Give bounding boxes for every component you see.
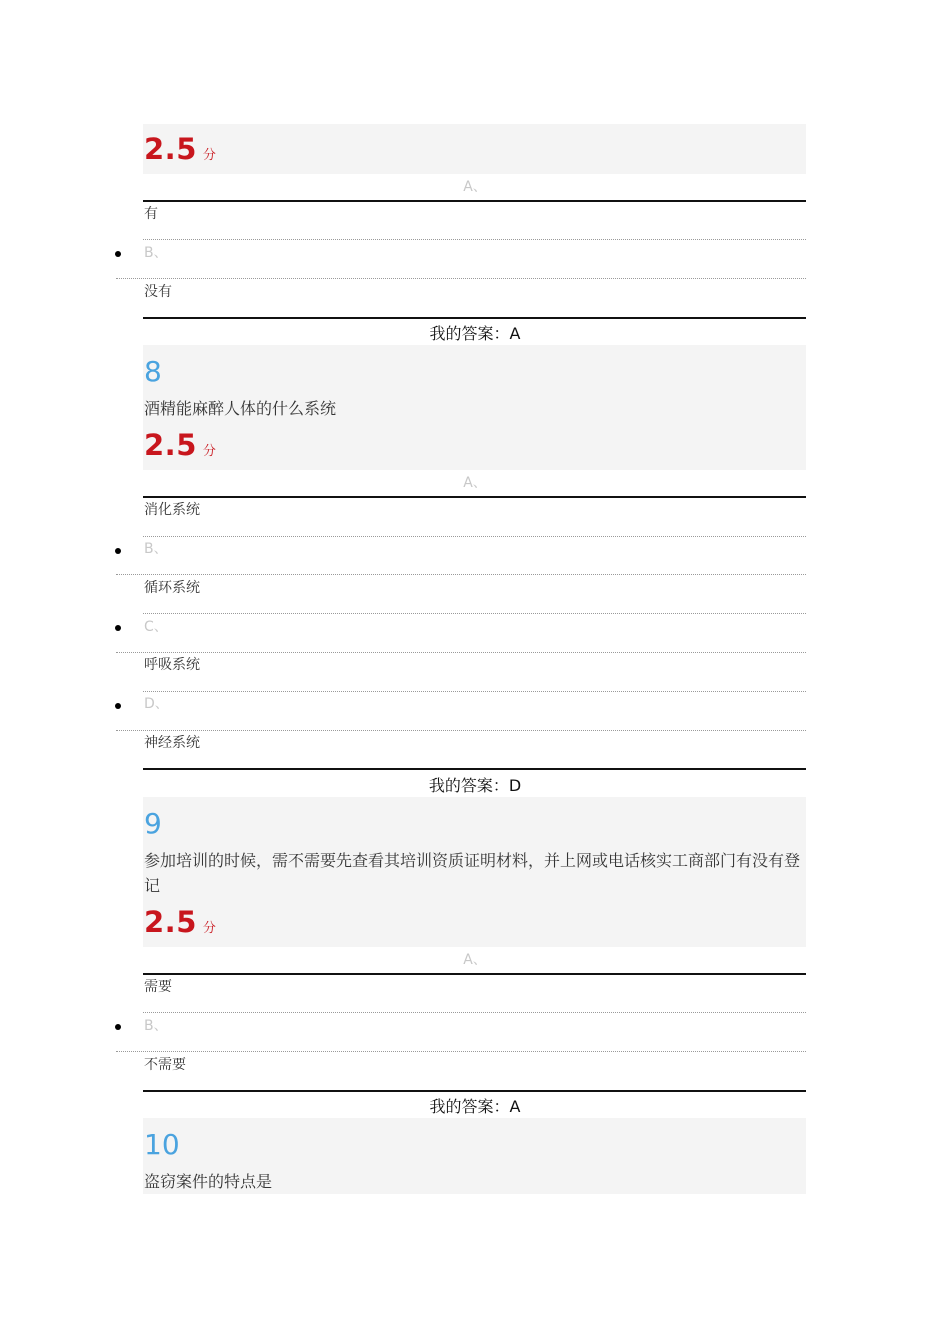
option-label: A、	[463, 952, 487, 968]
divider	[143, 317, 806, 319]
option-text[interactable]: 循环系统	[144, 580, 200, 596]
option-text[interactable]: 有	[144, 206, 158, 222]
question-number: 8	[144, 355, 162, 388]
divider	[143, 200, 806, 202]
divider	[143, 1012, 806, 1013]
option-text[interactable]: 呼吸系统	[144, 657, 200, 673]
question-score: 2.5 分	[144, 905, 216, 939]
divider	[143, 613, 806, 614]
question-score: 2.5 分	[144, 428, 216, 462]
question-number: 10	[144, 1128, 180, 1161]
question-score: 2.5 分	[144, 132, 216, 166]
divider	[143, 973, 806, 975]
divider	[143, 691, 806, 692]
option-text[interactable]: 神经系统	[144, 735, 200, 751]
bullet-icon	[115, 625, 121, 631]
bullet-icon	[115, 703, 121, 709]
divider	[143, 239, 806, 240]
divider	[143, 1090, 806, 1092]
bullet-icon	[115, 548, 121, 554]
divider	[116, 1051, 806, 1052]
question-header	[143, 797, 806, 947]
my-answer: 我的答案：A	[429, 324, 521, 343]
my-answer: 我的答案：A	[429, 1097, 521, 1116]
question-header	[143, 124, 806, 174]
divider	[116, 652, 806, 653]
option-label: A、	[463, 475, 487, 491]
option-text[interactable]: 没有	[144, 284, 172, 300]
option-label: D、	[144, 696, 169, 712]
option-label: B、	[144, 1018, 168, 1034]
my-answer: 我的答案：D	[428, 776, 522, 795]
option-label: A、	[463, 179, 487, 195]
divider	[116, 278, 806, 279]
question-header	[143, 345, 806, 470]
divider	[143, 768, 806, 770]
bullet-icon	[115, 1024, 121, 1030]
option-label: C、	[144, 619, 168, 635]
divider	[116, 574, 806, 575]
option-label: B、	[144, 245, 168, 261]
question-text: 参加培训的时候，需不需要先查看其培训资质证明材料，并上网或电话核实工商部门有没有登记	[144, 851, 801, 895]
bullet-icon	[115, 251, 121, 257]
question-text: 盗窃案件的特点是	[144, 1172, 273, 1191]
option-text[interactable]: 需要	[144, 979, 172, 995]
divider	[116, 730, 806, 731]
option-text[interactable]: 不需要	[144, 1057, 186, 1073]
question-header	[143, 1118, 806, 1194]
divider	[143, 536, 806, 537]
option-text[interactable]: 消化系统	[144, 502, 200, 518]
question-number: 9	[144, 807, 162, 840]
option-label: B、	[144, 541, 168, 557]
divider	[143, 496, 806, 498]
question-text: 酒精能麻醉人体的什么系统	[144, 399, 337, 418]
